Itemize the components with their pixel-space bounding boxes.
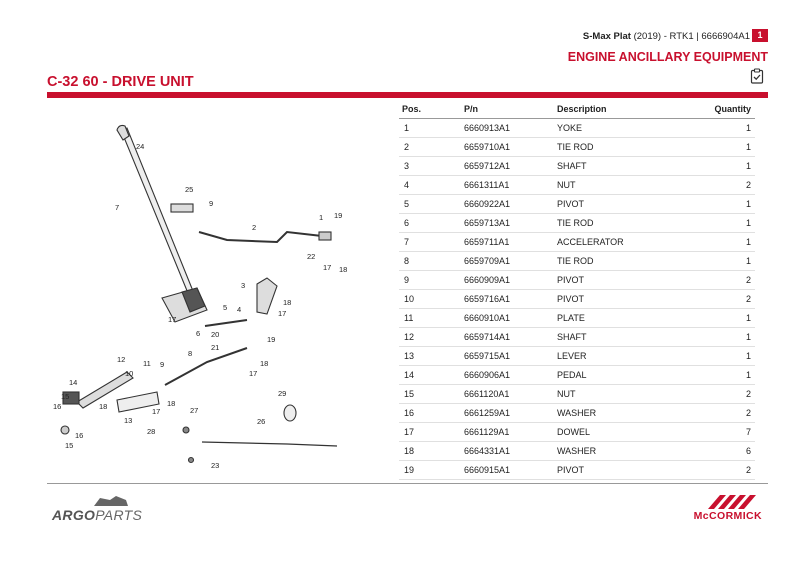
part-position: 12	[399, 327, 461, 346]
diagram-label: 19	[334, 211, 343, 220]
part-description: PIVOT	[554, 289, 680, 308]
part-quantity: 1	[680, 308, 755, 327]
diagram-label: 2	[252, 223, 257, 232]
argo-brand-parts: PARTS	[95, 507, 143, 523]
part-description: DOWEL	[554, 422, 680, 441]
part-quantity: 6	[680, 441, 755, 460]
part-quantity: 7	[680, 422, 755, 441]
cable-26	[202, 442, 337, 446]
part-quantity: 1	[680, 213, 755, 232]
part-number: 6661129A1	[461, 422, 554, 441]
part-quantity: 2	[680, 289, 755, 308]
part-position: 6	[399, 213, 461, 232]
diagram-label: 1	[319, 213, 324, 222]
table-row[interactable]	[399, 384, 755, 403]
diagram-label: 26	[257, 417, 266, 426]
table-row[interactable]	[399, 422, 755, 441]
accelerator-rod	[121, 128, 195, 298]
table-row[interactable]	[399, 270, 755, 289]
part-description: PIVOT	[554, 270, 680, 289]
part-quantity: 1	[680, 194, 755, 213]
part-quantity: 2	[680, 403, 755, 422]
part-position: 19	[399, 460, 461, 479]
diagram-label: 18	[283, 298, 292, 307]
page-title: C-32 60 - DRIVE UNIT	[47, 74, 194, 90]
diagram-label: 17	[152, 407, 161, 416]
header-quantity[interactable]: Quantity	[680, 101, 755, 118]
model-info	[583, 31, 750, 42]
diagram-label: 20	[211, 330, 220, 339]
diagram-label: 17	[249, 369, 258, 378]
part-position: 16	[399, 403, 461, 422]
table-row[interactable]	[399, 118, 755, 137]
diagram-label: 29	[278, 389, 287, 398]
diagram-label: 22	[307, 252, 316, 261]
table-row[interactable]	[399, 156, 755, 175]
table-row[interactable]	[399, 346, 755, 365]
part-quantity: 1	[680, 156, 755, 175]
diagram-label: 17	[323, 263, 332, 272]
exploded-parts-diagram	[47, 100, 397, 478]
part-number: 6661120A1	[461, 384, 554, 403]
table-row[interactable]	[399, 194, 755, 213]
part-quantity: 1	[680, 251, 755, 270]
part-number: 6661259A1	[461, 403, 554, 422]
part-number: 6660906A1	[461, 365, 554, 384]
part-number: 6659716A1	[461, 289, 554, 308]
header-description[interactable]: Description	[554, 101, 680, 118]
part-number: 6659709A1	[461, 251, 554, 270]
table-row[interactable]	[399, 365, 755, 384]
part-number: 6664331A1	[461, 441, 554, 460]
diagram-label: 5	[223, 303, 228, 312]
part-number: 6659715A1	[461, 346, 554, 365]
header-pos[interactable]: Pos.	[399, 101, 461, 118]
part-quantity: 1	[680, 365, 755, 384]
part-description: WASHER	[554, 403, 680, 422]
model-code: 6666904A1	[701, 31, 750, 42]
footer-divider	[47, 483, 768, 484]
diagram-label: 9	[209, 199, 214, 208]
section-title: ENGINE ANCILLARY EQUIPMENT	[567, 50, 768, 64]
part-position: 17	[399, 422, 461, 441]
table-row[interactable]	[399, 441, 755, 460]
part-position: 5	[399, 194, 461, 213]
shaft-3	[257, 278, 277, 314]
part-description: TIE ROD	[554, 251, 680, 270]
part-position: 1	[399, 118, 461, 137]
diagram-label: 13	[124, 416, 133, 425]
table-row[interactable]	[399, 308, 755, 327]
part-number: 6659710A1	[461, 137, 554, 156]
table-row[interactable]	[399, 403, 755, 422]
diagram-label: 16	[75, 431, 84, 440]
part-number: 6660909A1	[461, 270, 554, 289]
part-position: 15	[399, 384, 461, 403]
part-description: SHAFT	[554, 156, 680, 175]
part-position: 9	[399, 270, 461, 289]
part-position: 13	[399, 346, 461, 365]
diagram-label: 10	[125, 369, 134, 378]
tie-rod-6	[205, 320, 247, 326]
part-description: PEDAL	[554, 365, 680, 384]
part-quantity: 1	[680, 137, 755, 156]
part-description: SHAFT	[554, 327, 680, 346]
diagram-label: 16	[53, 402, 62, 411]
diagram-label: 17	[278, 309, 287, 318]
diagram-label: 27	[190, 406, 199, 415]
diagram-label: 14	[69, 378, 78, 387]
diagram-label: 21	[211, 343, 220, 352]
part-quantity: 1	[680, 346, 755, 365]
part-description: TIE ROD	[554, 137, 680, 156]
part-quantity: 2	[680, 384, 755, 403]
part-number: 6659712A1	[461, 156, 554, 175]
table-row[interactable]	[399, 460, 755, 479]
diagram-label: 24	[136, 142, 145, 151]
title-divider	[47, 92, 768, 98]
pivot-29	[284, 405, 296, 421]
model-year: (2019)	[633, 31, 662, 42]
part-number: 6659711A1	[461, 232, 554, 251]
part-position: 18	[399, 441, 461, 460]
table-row[interactable]	[399, 327, 755, 346]
table-row[interactable]	[399, 175, 755, 194]
plate-25	[171, 204, 193, 212]
part-number: 6661311A1	[461, 175, 554, 194]
part-number: 6660910A1	[461, 308, 554, 327]
nut-23	[189, 458, 194, 463]
diagram-label: 15	[61, 392, 70, 401]
part-number: 6660913A1	[461, 118, 554, 137]
diagram-label: 12	[117, 355, 126, 364]
diagram-label: 4	[237, 305, 242, 314]
part-quantity: 1	[680, 232, 755, 251]
table-row[interactable]	[399, 213, 755, 232]
page-number-badge: 1	[752, 29, 768, 42]
table-row[interactable]	[399, 251, 755, 270]
diagram-label: 8	[188, 349, 193, 358]
argo-brand-prefix: ARGO	[52, 507, 96, 523]
part-description: NUT	[554, 175, 680, 194]
model-series: - RTK1 |	[663, 31, 699, 42]
parts-table	[399, 101, 755, 480]
part-position: 11	[399, 308, 461, 327]
part-quantity: 1	[680, 118, 755, 137]
part-position: 8	[399, 251, 461, 270]
diagram-label: 6	[196, 329, 201, 338]
diagram-label: 18	[99, 402, 108, 411]
part-description: PIVOT	[554, 194, 680, 213]
model-name: S-Max Plat	[582, 31, 631, 42]
argoparts-logo[interactable]	[52, 507, 142, 523]
part-quantity: 1	[680, 327, 755, 346]
diagram-label: 3	[241, 281, 246, 290]
part-position: 4	[399, 175, 461, 194]
diagram-label: 7	[115, 203, 120, 212]
diagram-label: 23	[211, 461, 220, 470]
part-position: 7	[399, 232, 461, 251]
part-position: 2	[399, 137, 461, 156]
part-description: TIE ROD	[554, 213, 680, 232]
part-position: 10	[399, 289, 461, 308]
diagram-label: 17	[168, 315, 177, 324]
diagram-label: 18	[339, 265, 348, 274]
tie-rod-2	[199, 232, 322, 242]
diagram-label: 11	[143, 359, 151, 368]
part-number: 6660915A1	[461, 460, 554, 479]
mccormick-logo[interactable]: McCORMICK	[693, 510, 762, 522]
mccormick-logo-icon	[702, 489, 762, 511]
part-description: NUT	[554, 384, 680, 403]
part-number: 6659714A1	[461, 327, 554, 346]
table-row[interactable]	[399, 137, 755, 156]
table-row[interactable]	[399, 232, 755, 251]
part-quantity: 2	[680, 270, 755, 289]
diagram-label: 25	[185, 185, 194, 194]
diagram-label: 9	[160, 360, 165, 369]
part-description: PIVOT	[554, 460, 680, 479]
diagram-label: 18	[167, 399, 176, 408]
table-header-row	[399, 101, 755, 118]
part-position: 3	[399, 156, 461, 175]
part-number: 6660922A1	[461, 194, 554, 213]
diagram-label: 15	[65, 441, 74, 450]
part-description: PLATE	[554, 308, 680, 327]
table-row[interactable]	[399, 289, 755, 308]
part-description: LEVER	[554, 346, 680, 365]
part-description: WASHER	[554, 441, 680, 460]
header-pn[interactable]: P/n	[461, 101, 554, 118]
diagram-label: 19	[267, 335, 276, 344]
diagram-label: 18	[260, 359, 269, 368]
part-description: ACCELERATOR	[554, 232, 680, 251]
tie-rod-8	[165, 348, 247, 385]
part-description: YOKE	[554, 118, 680, 137]
part-quantity: 2	[680, 175, 755, 194]
part-position: 14	[399, 365, 461, 384]
part-number: 6659713A1	[461, 213, 554, 232]
clipboard-check-icon[interactable]	[750, 68, 764, 84]
yoke-1	[319, 232, 331, 240]
diagram-label: 28	[147, 427, 156, 436]
part-quantity: 2	[680, 460, 755, 479]
